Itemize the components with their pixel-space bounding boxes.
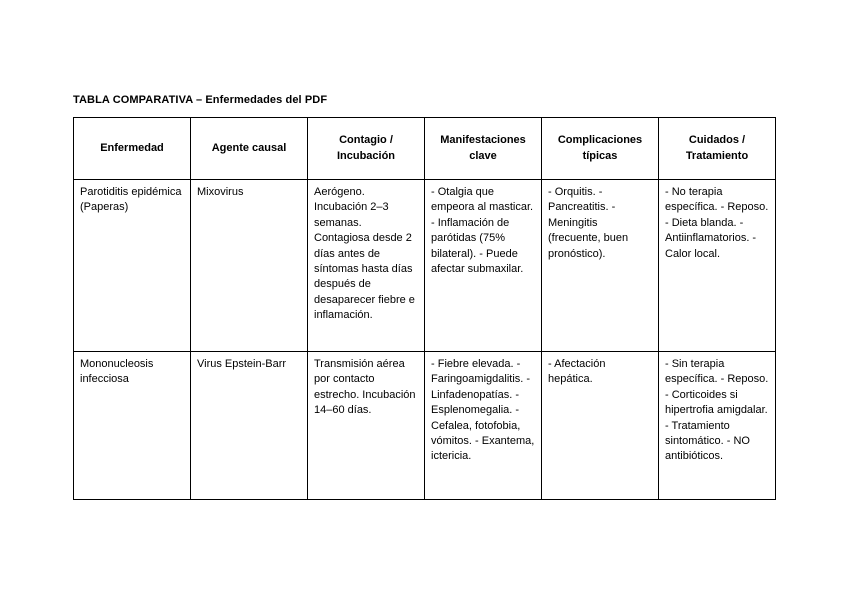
- column-header-cuidados-tratamiento: Cuidados / Tratamiento: [659, 118, 776, 180]
- table-cell-enfermedad: Parotiditis epidémica (Paperas): [74, 180, 191, 352]
- column-header-agente-causal: Agente causal: [191, 118, 308, 180]
- table-cell-agente-causal: Mixovirus: [191, 180, 308, 352]
- table-cell-cuidados: - Sin terapia específica. - Reposo. - Corticoides si hipertrofia amigdalar. - Tratamiento sintomático. - NO antibióticos.: [659, 352, 776, 500]
- page-title: TABLA COMPARATIVA – Enfermedades del PDF: [73, 94, 328, 106]
- table-cell-agente-causal: Virus Epstein-Barr: [191, 352, 308, 500]
- table-cell-contagio: Aerógeno. Incubación 2–3 semanas. Contagiosa desde 2 días antes de síntomas hasta días después de desaparecer fiebre e inflamación.: [308, 180, 425, 352]
- table-cell-contagio: Transmisión aérea por contacto estrecho. Incubación 14–60 días.: [308, 352, 425, 500]
- table-cell-manifestaciones: - Otalgia que empeora al masticar. - Inflamación de parótidas (75% bilateral). - Puede afectar submaxilar.: [425, 180, 542, 352]
- column-header-enfermedad: Enfermedad: [74, 118, 191, 180]
- column-header-contagio-incubacion: Contagio / Incubación: [308, 118, 425, 180]
- comparative-table: [73, 117, 776, 500]
- table-cell-complicaciones: - Afectación hepática.: [542, 352, 659, 500]
- table-cell-enfermedad: Mononucleosis infecciosa: [74, 352, 191, 500]
- table-row: [74, 180, 776, 352]
- header-row: [74, 118, 776, 180]
- column-header-manifestaciones-clave: Manifestaciones clave: [425, 118, 542, 180]
- table-cell-manifestaciones: - Fiebre elevada. - Faringoamigdalitis. - Linfadenopatías. - Esplenomegalia. - Cefalea, fotofobia, vómitos. - Exantema, ictericia.: [425, 352, 542, 500]
- table-cell-cuidados: - No terapia específica. - Reposo. - Dieta blanda. - Antiinflamatorios. - Calor local.: [659, 180, 776, 352]
- column-header-complicaciones-tipicas: Complicaciones típicas: [542, 118, 659, 180]
- table-row: [74, 352, 776, 500]
- table-cell-complicaciones: - Orquitis. - Pancreatitis. - Meningitis (frecuente, buen pronóstico).: [542, 180, 659, 352]
